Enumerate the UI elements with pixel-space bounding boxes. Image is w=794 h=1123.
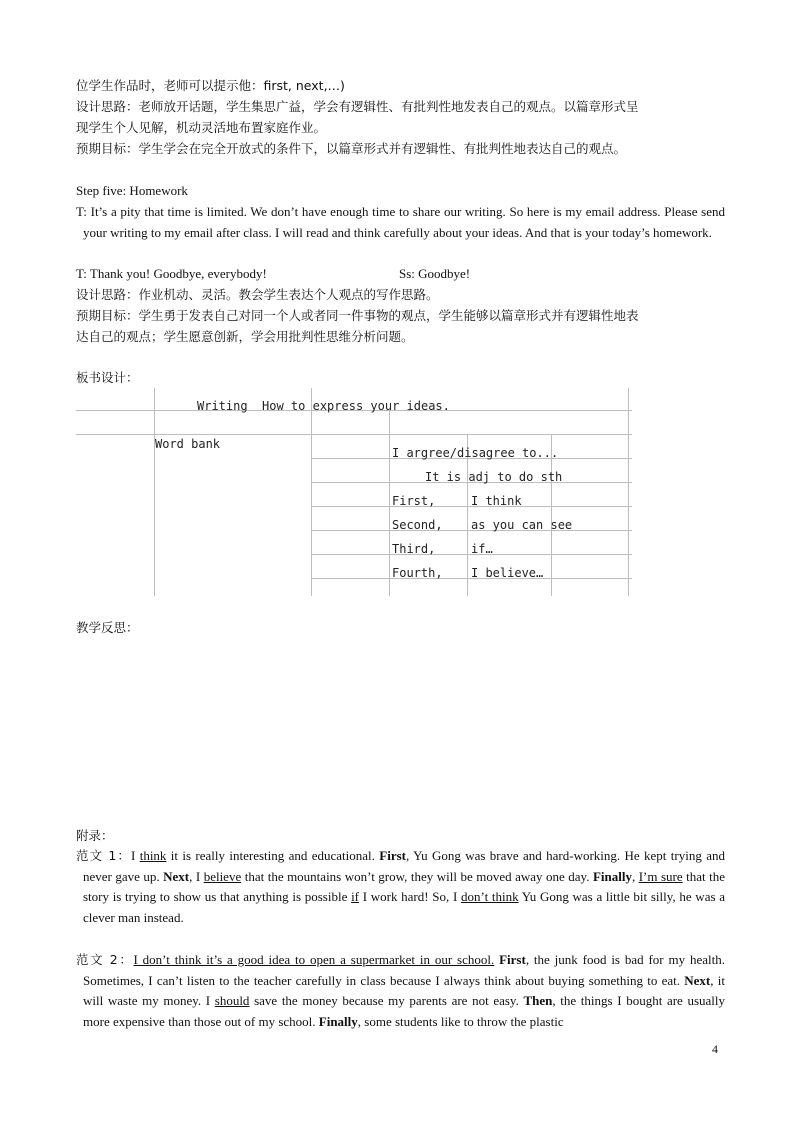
page-number: 4 xyxy=(712,1042,718,1056)
appendix-label: 附录： xyxy=(76,828,114,843)
board-title: Writing How to express your ideas. xyxy=(197,399,450,413)
expected-goal-2b: 达自己的观点；学生愿意创新，学会用批判性思维分析问题。 xyxy=(76,329,414,344)
intro-line: 位学生作品时，老师可以提示他：first, next,…) xyxy=(76,78,345,93)
board-row-left: Third, xyxy=(392,542,436,556)
design-idea-1a: 设计思路：老师放开话题，学生集思广益，学会有逻辑性、有批判性地发表自己的观点。以篇章形式呈 xyxy=(76,99,639,114)
board-design-grid xyxy=(76,388,632,596)
expected-goal-2a: 预期目标：学生勇于发表自己对同一个人或者同一件事物的观点，学生能够以篇章形式并有逻辑性地表 xyxy=(76,308,639,323)
sample-essay-2: 范文 2：I don’t think it’s a good idea to open a supermarket in our school. First, the junk food is bad for my health. Sometimes, I can’t listen to the teacher carefully in class because I always think about buying something to eat. Next, it will waste my money. I should save the money because my parents are not easy. Then, the things I bought are usually more expensive than those out of my school. Finally, some students like to throw the plastic xyxy=(76,952,726,1029)
board-phrase-1: I argree/disagree to... xyxy=(392,446,559,460)
board-row-left: Fourth, xyxy=(392,566,443,580)
board-row-left: First, xyxy=(392,494,436,508)
sample-essay-1: 范文 1：I think it is really interesting and educational. First, Yu Gong was brave and hard-working. He kept trying and never gave up. Next, I believe that the mountains won’t grow, they will be moved away one day. Finally, I’m sure that the story is trying to show us that anything is possible if I work hard! So, I don’t think Yu Gong was a little bit silly, he was a clever man instead. xyxy=(76,848,725,925)
teacher-speech-1: T: It’s a pity that time is limited. We don’t have enough time to share our writing. So here is my email address. Please send your writing to my email after class. I will read and think carefully about your ideas. And that is your today’s homework. xyxy=(76,204,725,240)
design-idea-1b: 现学生个人见解，机动灵活地布置家庭作业。 xyxy=(76,120,327,135)
board-row-right: as you can see xyxy=(471,518,573,532)
farewell-line xyxy=(76,264,720,284)
teaching-reflection-label: 教学反思： xyxy=(76,620,139,635)
teacher-speech-2: T: Thank you! Goodbye, everybody! xyxy=(76,266,267,281)
board-row-right: I think xyxy=(471,494,522,508)
design-idea-2: 设计思路：作业机动、灵活。教会学生表达个人观点的写作思路。 xyxy=(76,287,439,302)
word-bank-label: Word bank xyxy=(155,437,221,451)
board-row-right: if… xyxy=(471,542,493,556)
expected-goal-1: 预期目标：学生学会在完全开放式的条件下，以篇章形式并有逻辑性、有批判性地表达自己的观点。 xyxy=(76,141,627,156)
step5-title: Step five: Homework xyxy=(76,183,188,198)
board-design-label: 板书设计： xyxy=(76,370,139,385)
board-row-left: Second, xyxy=(392,518,443,532)
sample-essay-2-label: 范文 2： xyxy=(76,952,134,967)
board-phrase-2: It is adj to do sth xyxy=(425,470,563,484)
students-speech: Ss: Goodbye! xyxy=(399,266,471,281)
sample-essay-1-label: 范文 1： xyxy=(76,848,131,863)
board-row-right: I believe… xyxy=(471,566,544,580)
